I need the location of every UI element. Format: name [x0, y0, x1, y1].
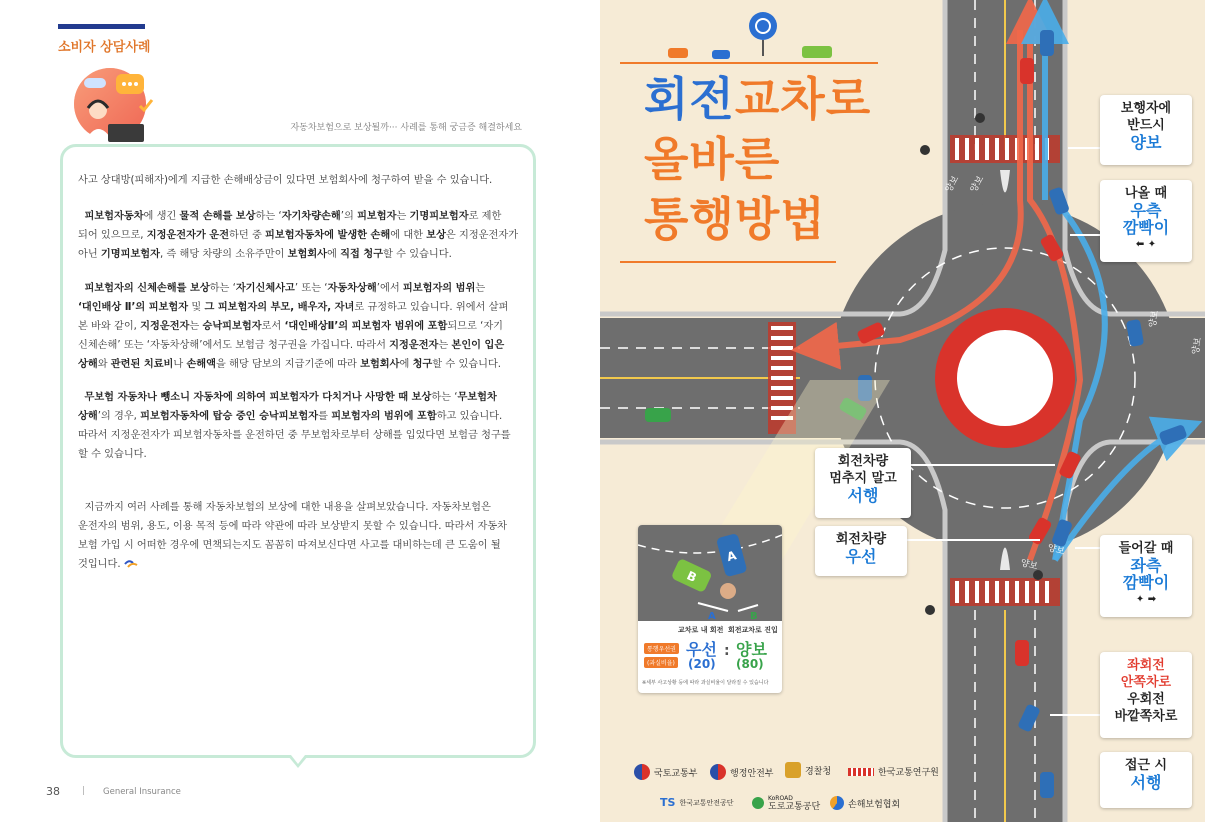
consultant-illustration [66, 66, 162, 146]
callout-lane-choice: 좌회전 안쪽차로 우회전 바깥쪽차로 [1100, 652, 1192, 738]
gia-logo-icon [830, 796, 844, 810]
callout-exit-right-signal: 나올 때 우측 깜빡이 ⬅ ✦ [1100, 180, 1192, 262]
section-title: 소비자 상담사례 [58, 40, 151, 55]
paragraph-3: 피보험자의 신체손해를 보상하는 ‘자기신체사고’ 또는 ‘자동차상해’에서 피보험자의 범위는 ‘대인배상 Ⅱ’의 피보험자 및 그 피보험자의 부모, 배우자, 자녀로 규정하고 있습니다. 위에서 살펴 본 바와 같이, 지정운전자는 승낙피보험자로서 ‘대인배상Ⅱ’의 피보험자 범위에 포함되므로 ‘자기 신체손해’ 또는 ‘자동차상해’에서도 보험금 청구권을 가집니다. 따라서 지정운전자는 본인이 입은 상해와 관련된 치료비나 손해액을 해당 담보의 지급기준에 따라 보험회사에 청구할 수 있습니다. [78, 283, 509, 370]
poster-title-line-2: 올바른 [644, 132, 781, 186]
paragraph-1: 사고 상대방(피해자)에게 지급한 손해배상금이 있다면 보험회사에 청구하여 받을 수 있습니다. [78, 175, 493, 186]
footer-text: General Insurance [103, 787, 181, 797]
left-signal-icon: ✦ ➡ [1135, 594, 1157, 605]
police-badge-icon [785, 762, 801, 778]
svg-text:양보: 양보 [968, 174, 987, 195]
paragraph-5: 지금까지 여러 사례를 통해 자동차보험의 보상에 대한 내용을 살펴보았습니다. 자동차보험은 운전자의 범위, 용도, 이용 목적 등에 따라 약관에 따라 보상받지 못할 수 있습니다. 따라서 자동차 보험 가입 시 어떠한 경우에 면책되는지도 꼼꼼히 따져보신다면 사고를 대비하는데 큰 도움이 될 것입니다. [78, 502, 508, 570]
poster-title-line-3: 통행방법 [644, 192, 826, 246]
accident-inset-card: B A A B 교차로 내 회전 회전교차로 진입 통행우선권 (과실비율) 우선 : 양보 (20) (80) ※세부 사고상황 등에 따라 과실비율이 달라질 수 있습니다 [638, 525, 782, 693]
accident-illustration [638, 525, 782, 621]
end-mark-icon [124, 559, 138, 569]
section-accent-bar [58, 24, 145, 29]
koti-logo-icon [848, 768, 874, 776]
left-page [0, 0, 600, 822]
callout-circulating-priority: 회전차량 우선 [815, 526, 907, 576]
callout-keep-moving-slow: 회전차량 멈추지 말고 서행 [815, 448, 911, 518]
footer-separator: | [82, 786, 86, 796]
logo-koti: 한국교통연구원 [848, 765, 939, 778]
callout-enter-left-signal: 들어갈 때 좌측 깜빡이 ✦ ➡ [1100, 535, 1192, 617]
svg-text:양보: 양보 [1148, 309, 1161, 329]
svg-text:B: B [684, 568, 699, 585]
logo-koroad: KoROAD 도로교통공단 [752, 794, 820, 812]
korea-emblem-icon [710, 764, 726, 780]
logo-ts: TS 한국교통안전공단 [660, 796, 734, 809]
koroad-logo-icon [752, 797, 764, 809]
right-signal-icon: ⬅ ✦ [1135, 239, 1157, 250]
logo-police: 경찰청 [785, 762, 831, 778]
paragraph-2: 피보험자동차에 생긴 물적 손해를 보상하는 ‘자기차량손해’의 피보험자는 기명피보험자로 제한 되어 있으므로, 지정운전자가 운전하던 중 피보험자동차에 발생한 손해에 대한 보상은 지정운전자가 아닌 기명피보험자, 즉 해당 차량의 소유주만이 보험회사에 직접 청구할 수 있습니다. [78, 211, 519, 260]
svg-text:양보: 양보 [1019, 558, 1039, 573]
page-number: 38 [46, 785, 60, 798]
callout-approach-slow: 접근 시 서행 [1100, 752, 1192, 808]
korea-emblem-icon [634, 764, 650, 780]
logo-gia: 손해보험협회 [830, 796, 900, 810]
callout-yield-pedestrian: 보행자에 반드시 양보 [1100, 95, 1192, 165]
page-subtitle: 자동차보험으로 보상될까··· 사례를 통해 궁금증 해결하세요 [290, 123, 522, 133]
paragraph-4: 무보험 자동차나 뺑소니 자동차에 의하여 피보험자가 다치거나 사망한 때 보상하는 ‘무보험차 상해’의 경우, 피보험자동차에 탑승 중인 승낙피보험자를 피보험자의 범위에 포함하고 있습니다. 따라서 지정운전자가 피보험자동차를 운전하던 중 무보험차로부터 상해를 입었다면 보험금 청구를 할 수 있습니다. [78, 392, 511, 460]
svg-text:양보: 양보 [1046, 543, 1066, 558]
svg-text:양보: 양보 [1191, 336, 1204, 356]
poster-title-line-1: 회전교차로 [644, 72, 872, 126]
logo-molit: 국토교통부 [634, 764, 697, 780]
roundabout-poster [600, 0, 1205, 822]
logo-mois: 행정안전부 [710, 764, 773, 780]
svg-text:A: A [725, 548, 738, 565]
svg-text:양보: 양보 [943, 174, 962, 195]
